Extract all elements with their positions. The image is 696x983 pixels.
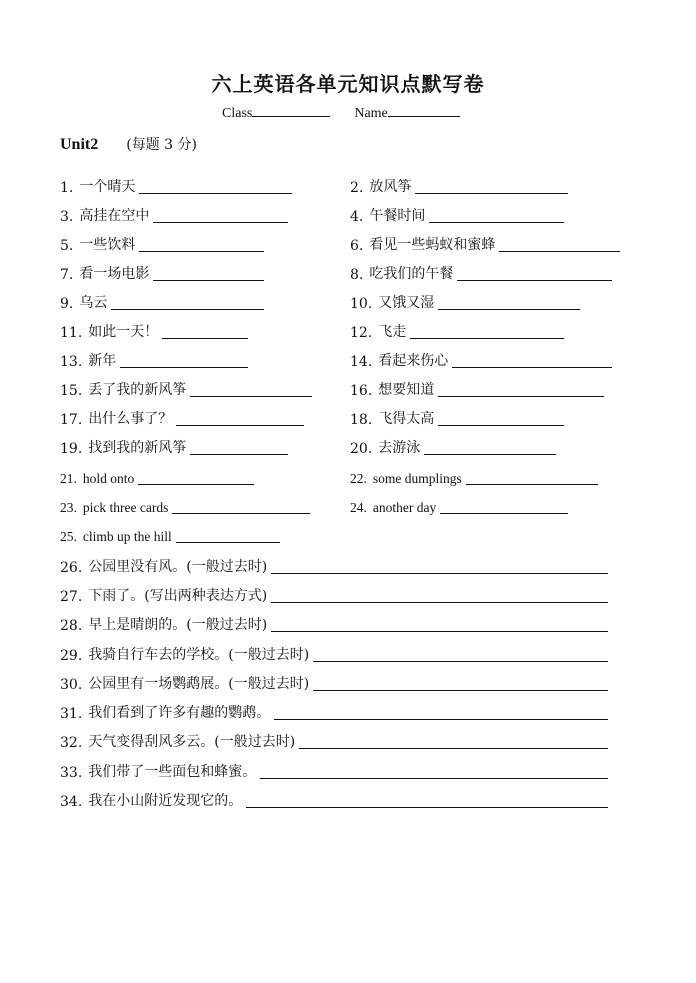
class-blank[interactable] [252,104,330,117]
name-blank[interactable] [388,104,460,117]
question-text: 又饿又湿 [378,295,435,311]
question-item [350,230,620,254]
question-number: 15. [60,383,83,399]
question-text: 出什么事了？ [88,411,173,427]
question-text: 公园里有一场鹦鹉展。(一般过去时) [88,676,310,692]
question-text: 高挂在空中 [79,208,150,224]
answer-blank[interactable] [190,453,288,455]
question-number: 2. [350,180,364,196]
question-number: 17. [60,412,83,428]
question-number: 19. [60,441,83,457]
question-text: 飞得太高 [378,411,435,427]
question-number: 28. [60,618,83,634]
question-number: 16. [350,383,373,399]
question-text: 去游泳 [378,440,421,456]
question-item [350,375,604,399]
question-text: 吃我们的午餐 [369,266,454,282]
answer-blank[interactable] [162,337,248,339]
question-item [60,757,608,781]
answer-blank[interactable] [172,512,310,514]
question-text: 如此一天！ [88,324,159,340]
answer-blank[interactable] [153,279,264,281]
answer-blank[interactable] [440,512,568,514]
question-text: 丢了我的新风筝 [88,382,187,398]
question-text: 看见一些蚂蚁和蜜蜂 [369,237,496,253]
question-text: 想要知道 [378,382,435,398]
question-number: 4. [350,209,364,225]
question-number: 31. [60,706,83,722]
question-text: climb up the hill [82,529,172,544]
question-item [60,581,608,605]
question-number: 21. [60,471,77,486]
question-text: some dumplings [372,471,462,486]
answer-blank[interactable] [457,279,612,281]
answer-blank[interactable] [274,718,608,720]
answer-blank[interactable] [499,250,620,252]
question-number: 11. [60,325,83,341]
question-text: 一个晴天 [79,179,136,195]
question-item [60,698,608,722]
question-item [350,201,564,225]
question-item [60,492,310,516]
question-text: 找到我的新风筝 [88,440,187,456]
question-number: 27. [60,589,83,605]
question-item [350,346,612,370]
question-item [60,463,254,487]
question-text: 早上是晴朗的。(一般过去时) [88,617,268,633]
question-text: 飞走 [378,324,407,340]
question-text: 我骑自行车去的学校。(一般过去时) [88,647,310,663]
question-text: 放风筝 [369,179,412,195]
question-text: 公园里没有风。(一般过去时) [88,559,268,575]
question-number: 12. [350,325,373,341]
question-number: 13. [60,354,83,370]
answer-blank[interactable] [410,337,564,339]
answer-blank[interactable] [176,541,280,543]
question-item [60,640,608,664]
question-text: 乌云 [79,295,108,311]
answer-blank[interactable] [313,689,608,691]
answer-blank[interactable] [260,777,608,779]
question-number: 30. [60,677,83,693]
question-item [60,610,608,634]
question-item [60,317,248,341]
question-text: 下雨了。(写出两种表达方式) [88,588,268,604]
name-label: Name [354,106,388,121]
question-text: 天气变得刮风多云。(一般过去时) [88,734,296,750]
answer-blank[interactable] [313,660,608,662]
question-text: 一些饮料 [79,237,136,253]
answer-blank[interactable] [153,221,288,223]
question-item [350,404,564,428]
question-number: 33. [60,765,83,781]
question-item [60,346,248,370]
question-number: 26. [60,560,83,576]
question-number: 3. [60,209,74,225]
answer-blank[interactable] [466,483,598,485]
question-text: 我们看到了许多有趣的鹦鹉。 [88,705,271,721]
answer-blank[interactable] [111,308,264,310]
question-text: 我在小山附近发现它的。 [88,793,243,809]
question-item [60,259,264,283]
answer-blank[interactable] [271,630,608,632]
question-number: 22. [350,471,367,486]
answer-blank[interactable] [415,192,568,194]
question-item [60,669,608,693]
question-item [60,230,264,254]
question-item [60,375,312,399]
question-text: pick three cards [82,500,169,515]
question-number: 34. [60,794,83,810]
answer-blank[interactable] [438,395,604,397]
unit-score-note: (每题 3 分) [126,137,197,153]
question-item [60,521,280,545]
question-number: 25. [60,529,77,544]
question-number: 29. [60,648,83,664]
question-text: 看起来伤心 [378,353,449,369]
question-number: 7. [60,267,74,283]
answer-blank[interactable] [438,424,564,426]
answer-blank[interactable] [139,250,264,252]
question-number: 6. [350,238,364,254]
answer-blank[interactable] [452,366,612,368]
question-item [60,172,292,196]
question-item [60,404,304,428]
question-item [60,552,608,576]
question-item [350,433,556,457]
question-number: 14. [350,354,373,370]
page-title: 六上英语各单元知识点默写卷 [211,72,485,96]
class-label: Class [222,106,253,121]
question-item [350,288,580,312]
question-item [60,288,264,312]
question-item [350,172,568,196]
question-number: 24. [350,500,367,515]
answer-blank[interactable] [120,366,248,368]
answer-blank[interactable] [139,192,292,194]
question-text: 午餐时间 [369,208,426,224]
question-number: 1. [60,180,74,196]
question-item [350,463,598,487]
answer-blank[interactable] [138,483,254,485]
question-number: 18. [350,412,373,428]
question-item [60,433,288,457]
question-item [350,259,612,283]
question-number: 5. [60,238,74,254]
question-number: 32. [60,735,83,751]
question-text: another day [372,500,437,515]
question-item [350,317,564,341]
question-number: 9. [60,296,74,312]
question-item [60,727,608,751]
question-number: 20. [350,441,373,457]
answer-blank[interactable] [299,747,608,749]
question-item [60,201,288,225]
answer-blank[interactable] [429,221,564,223]
answer-blank[interactable] [176,424,304,426]
question-number: 23. [60,500,77,515]
question-item [350,492,568,516]
answer-blank[interactable] [271,572,608,574]
answer-blank[interactable] [190,395,312,397]
answer-blank[interactable] [424,453,556,455]
answer-blank[interactable] [246,806,608,808]
unit-header [60,134,197,154]
question-number: 10. [350,296,373,312]
answer-blank[interactable] [438,308,580,310]
question-text: 我们带了一些面包和蜂蜜。 [88,764,257,780]
question-text: 看一场电影 [79,266,150,282]
unit-title: Unit2 [60,136,99,153]
question-item [60,786,608,810]
question-number: 8. [350,267,364,283]
student-info [222,104,484,122]
answer-blank[interactable] [271,601,608,603]
question-text: hold onto [82,471,135,486]
question-text: 新年 [88,353,117,369]
